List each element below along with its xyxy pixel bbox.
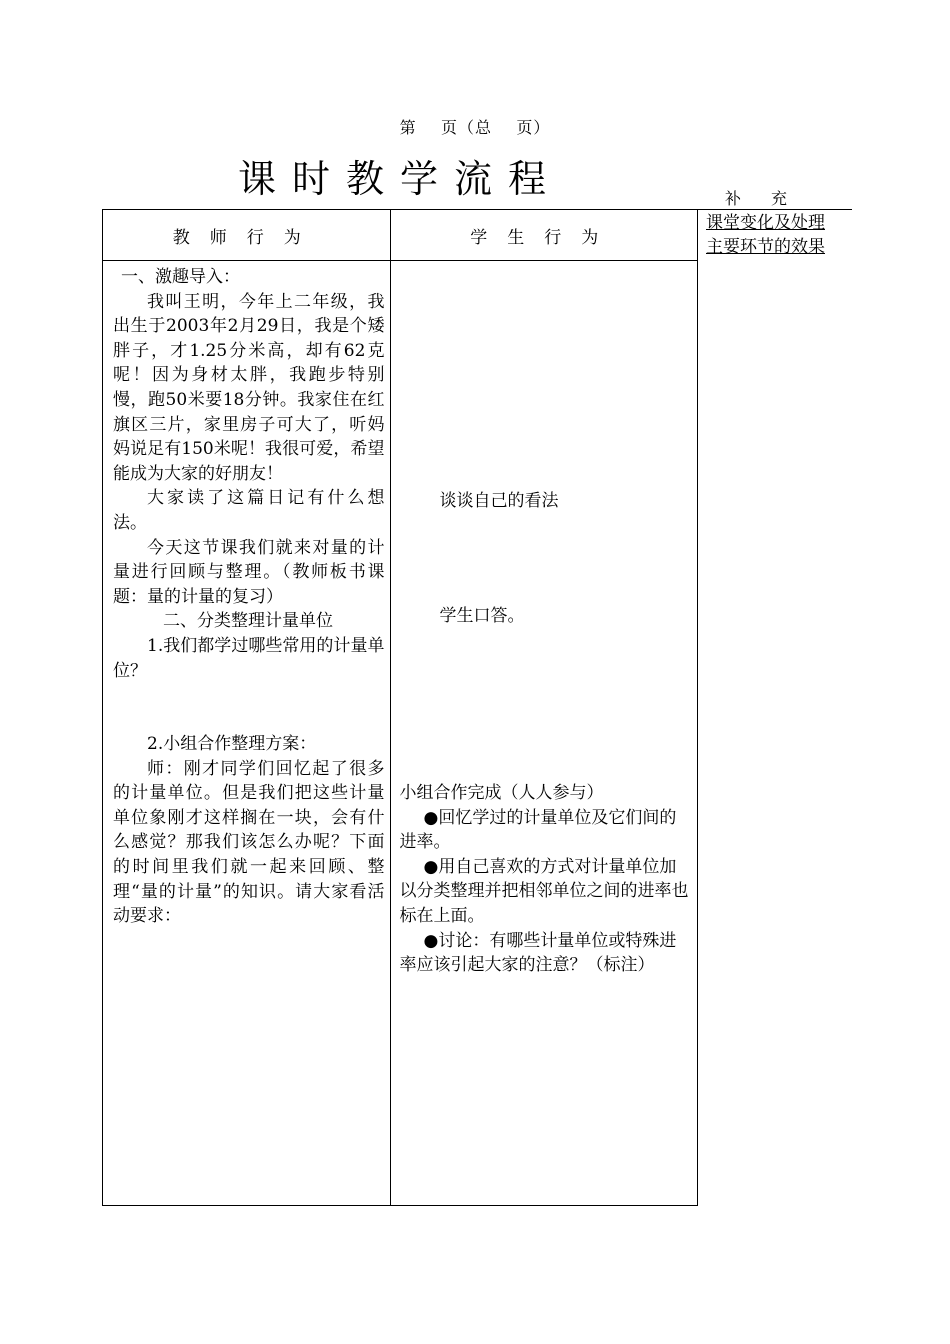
student-header: 学生行为: [391, 210, 698, 261]
teacher-diary: 我叫王明，今年上二年级，我出生于2003年2月29日，我是个矮胖子，才1.25分米高，却有62克呢！因为身材太胖，我跑步特别慢，跑50米要18分钟。我家住在红旗区三片，家里房子可大了，听妈妈说足有150米呢！我很可爱，希望能成为大家的好朋友！: [113, 291, 385, 484]
teacher-section-1: 一、激趣导入：: [121, 267, 240, 287]
teacher-column: [103, 261, 391, 1206]
teacher-intro: 今天这节课我们就来对量的计量进行回顾与整理。（教师板书课题：量的计量的复习）: [113, 537, 385, 607]
student-task-1: ●回忆学过的计量单位及它们间的进率。: [399, 807, 677, 853]
page-title: 课时教学流程: [238, 157, 563, 201]
student-column: [391, 261, 698, 1206]
student-task-3: ●讨论：有哪些计量单位或特殊进率应该引起大家的注意？（标注）: [399, 930, 677, 976]
teacher-instruction: 师：刚才同学们回忆起了很多的计量单位。但是我们把这些计量单位象刚才这样搁在一块，会有什么感觉？那我们该怎么办呢？下面的时间里我们就一起来回顾、整理“量的计量”的知识。请大家看活动要求：: [113, 758, 385, 927]
student-group-work: [399, 781, 689, 978]
student-response-1: 谈谈自己的看法: [439, 491, 559, 511]
supplement-line-2: 主要环节的效果: [706, 237, 825, 257]
student-task-2: ●用自己喜欢的方式对计量单位加以分类整理并把相邻单位之间的进率也标在上面。: [399, 856, 689, 926]
page-number: 第 页（总 页）: [399, 118, 551, 137]
supplement-line-1: 课堂变化及处理: [706, 213, 825, 233]
supplement-rule: [697, 209, 852, 210]
student-response-2: 学生口答。: [439, 606, 525, 626]
teacher-header: 教师行为: [103, 210, 391, 261]
teacher-section-2: 二、分类整理计量单位: [163, 611, 333, 632]
teacher-question: 大家读了这篇日记有什么想法。: [113, 488, 385, 533]
teacher-step-1: 1.我们都学过哪些常用的计量单位？: [113, 635, 385, 681]
lesson-flow-table: [102, 209, 698, 1206]
teacher-step-2: 2.小组合作整理方案：: [147, 734, 317, 755]
supplement-note: [706, 211, 825, 259]
supplement-label: 补充: [725, 189, 818, 208]
student-group-title: 小组合作完成（人人参与）: [399, 783, 604, 803]
